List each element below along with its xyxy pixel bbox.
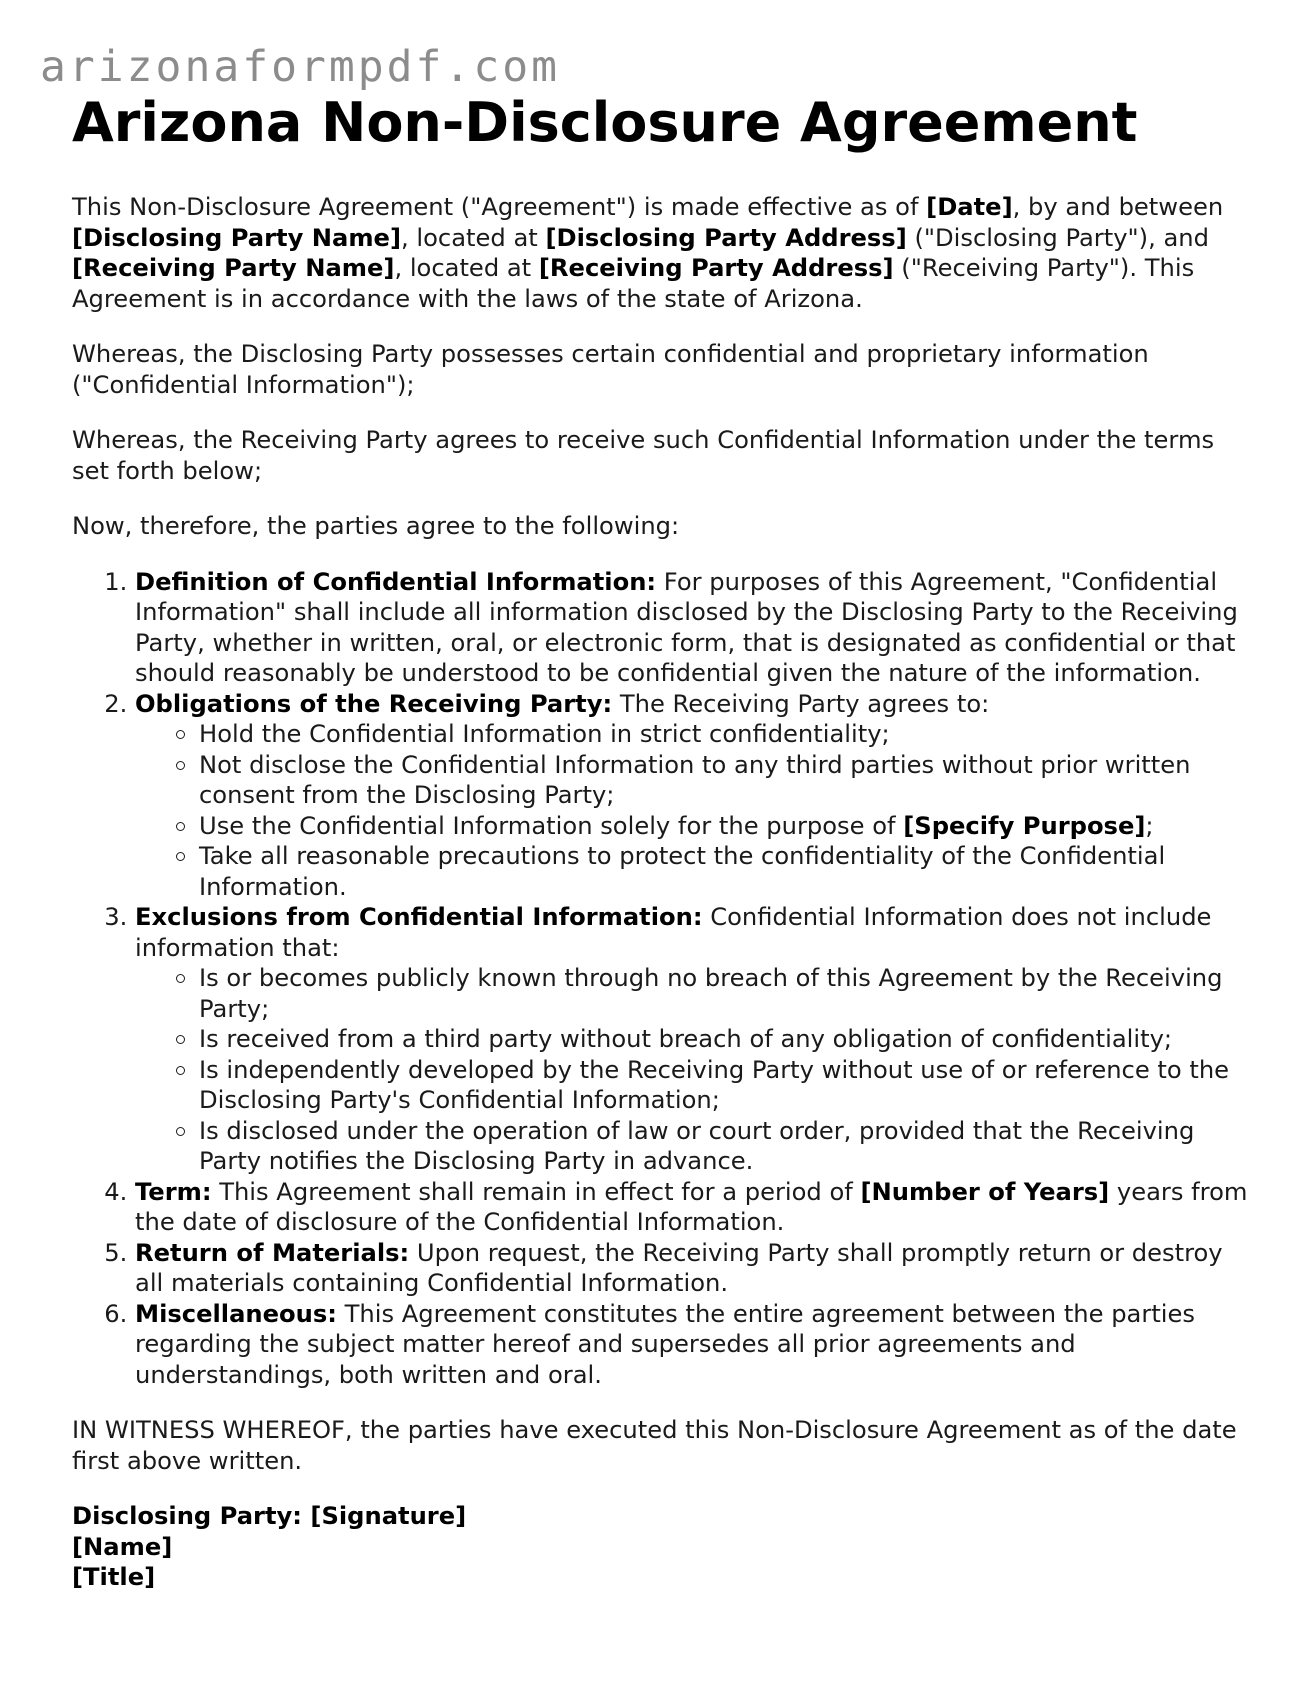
purpose-placeholder: [Specify Purpose] (903, 811, 1146, 840)
number-of-years-placeholder: [Number of Years] (860, 1177, 1110, 1206)
list-item: Not disclose the Confidential Information to any third parties without prior written consent from the Disclosing Party; (199, 750, 1252, 811)
section-heading: Definition of Confidential Information: (135, 567, 657, 596)
effective-date-placeholder: [Date] (926, 193, 1013, 221)
list-item: Is or becomes publicly known through no breach of this Agreement by the Receiving Party; (199, 963, 1252, 1024)
watermark: arizonaformpdf.com (40, 42, 560, 92)
signature-block (72, 1501, 1252, 1593)
intro-text: , located at (401, 223, 546, 252)
section-text: Confidential Information does not include information that: (135, 903, 1212, 962)
whereas-paragraph-2: Whereas, the Receiving Party agrees to receive such Confidential Information under the terms set forth below; (72, 426, 1215, 485)
list-item: Hold the Confidential Information in strict confidentiality; (199, 719, 1252, 750)
section-text: years from the date of disclosure of the Confidential Information. (135, 1177, 1248, 1236)
witness-paragraph: IN WITNESS WHEREOF, the parties have executed this Non-Disclosure Agreement as of the date first above written. (72, 1416, 1237, 1475)
list-item: Is disclosed under the operation of law or court order, provided that the Receiving Party notifies the Disclosing Party in advance. (199, 1116, 1252, 1177)
section-term (135, 1177, 1252, 1238)
intro-text: ("Disclosing Party"), and (906, 223, 1209, 252)
exclusions-list (135, 963, 1252, 1177)
intro-text: , by and between (1012, 193, 1224, 221)
list-item: Is received from a third party without breach of any obligation of confidentiality; (199, 1024, 1252, 1055)
section-heading: Miscellaneous: (135, 1299, 337, 1328)
section-text: For purposes of this Agreement, "Confidential Information" shall include all information disclosed by the Disclosing Party to the Receiving Party, whether in written, oral, or electronic form, that is designated as confidential or that should reasonably be understood to be confidential given the nature of the information. (135, 567, 1238, 687)
name-line: [Name] (72, 1532, 173, 1561)
section-definition (135, 567, 1252, 689)
disclosing-party-address-placeholder: [Disclosing Party Address] (545, 223, 907, 252)
section-heading: Return of Materials: (135, 1238, 410, 1267)
agreement-sections-list (72, 567, 1252, 1391)
section-text: This Agreement constitutes the entire agreement between the parties regarding the subject matter hereof and supersedes all prior agreements and understandings, both written and oral. (135, 1299, 1196, 1389)
whereas-paragraph-1: Whereas, the Disclosing Party possesses certain confidential and proprietary information ("Confidential Information"); (72, 340, 1149, 399)
obligations-list (135, 719, 1252, 902)
signature-line: Disclosing Party: [Signature] (72, 1502, 467, 1530)
section-text: The Receiving Party agrees to: (612, 689, 990, 718)
now-therefore-paragraph: Now, therefore, the parties agree to the following: (72, 512, 680, 540)
list-item: Take all reasonable precautions to protect the confidentiality of the Confidential Information. (199, 841, 1252, 902)
title-line: [Title] (72, 1563, 156, 1591)
list-item-text: Use the Confidential Information solely for the purpose of (199, 811, 904, 840)
section-text: This Agreement shall remain in effect for a period of (211, 1177, 861, 1206)
section-miscellaneous (135, 1299, 1252, 1391)
intro-text: ("Receiving Party"). This Agreement is in accordance with the laws of the state of Arizona. (72, 254, 1195, 313)
document-body (72, 92, 1252, 1593)
receiving-party-name-placeholder: [Receiving Party Name] (72, 254, 395, 282)
section-text: Upon request, the Receiving Party shall promptly return or destroy all materials containing Confidential Information. (135, 1238, 1223, 1297)
intro-text: This Non-Disclosure Agreement ("Agreement") is made effective as of (72, 193, 927, 221)
receiving-party-address-placeholder: [Receiving Party Address] (538, 254, 894, 282)
intro-paragraph (72, 192, 1252, 314)
list-item (199, 811, 1252, 842)
section-return-of-materials (135, 1238, 1252, 1299)
section-obligations (135, 689, 1252, 903)
document-title: Arizona Non-Disclosure Agreement (72, 91, 1138, 154)
section-heading: Exclusions from Confidential Information: (135, 903, 703, 931)
section-heading: Term: (135, 1177, 212, 1206)
section-heading: Obligations of the Receiving Party: (135, 689, 613, 718)
intro-text: , located at (394, 254, 539, 282)
list-item-text: ; (1145, 811, 1154, 840)
disclosing-party-name-placeholder: [Disclosing Party Name] (72, 223, 402, 252)
section-exclusions (135, 902, 1252, 1177)
list-item: Is independently developed by the Receiving Party without use of or reference to the Disclosing Party's Confidential Information; (199, 1055, 1252, 1116)
